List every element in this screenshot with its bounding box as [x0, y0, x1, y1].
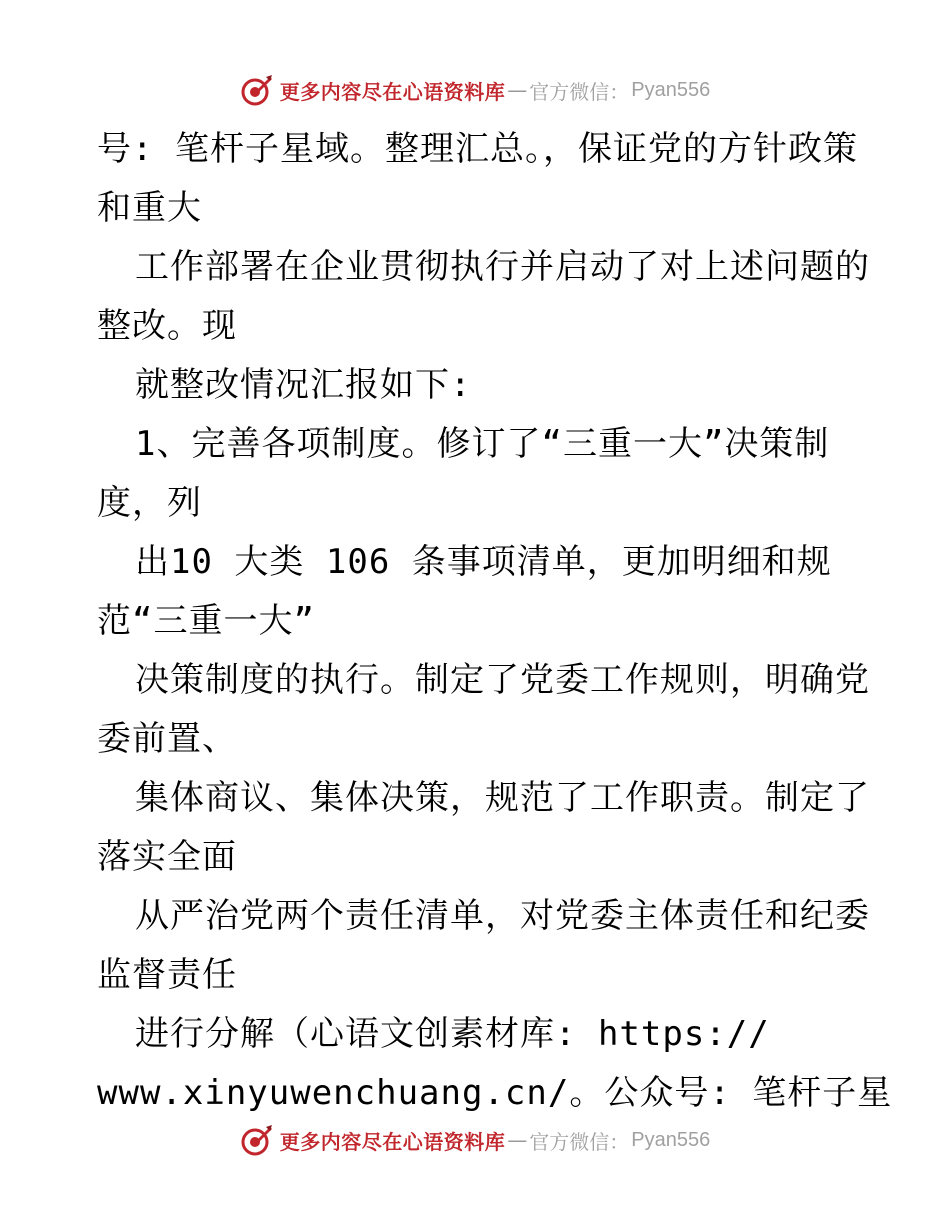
header-banner [0, 70, 950, 110]
pen-logo-icon [240, 1123, 274, 1157]
banner-wechat-id: Pyan556 [631, 1128, 711, 1151]
text-line: 度，列 [97, 483, 202, 523]
text-line: 进行分解（心语文创素材库: https:// [135, 1014, 770, 1054]
text-line: 落实全面 [97, 837, 237, 877]
banner-dash: — [507, 1128, 528, 1152]
text-line: www.xinyuwenchuang.cn/。公众号: 笔杆子星 [97, 1073, 893, 1113]
text-line: 集体商议、集体决策，规范了工作职责。制定了 [135, 778, 870, 818]
text-line: 就整改情况汇报如下: [135, 365, 472, 405]
banner-wechat-label: 官方微信： [529, 79, 630, 104]
text-line: 从严治党两个责任清单，对党委主体责任和纪委 [135, 896, 870, 936]
text-line: 范“三重一大” [97, 601, 315, 641]
text-line: 整改。现 [97, 306, 237, 346]
text-line: 号: 笔杆子星域。整理汇总。，保证党的方针政策 [97, 129, 858, 169]
banner-wechat-label: 官方微信： [529, 1129, 630, 1154]
text-line: 决策制度的执行。制定了党委工作规则，明确党 [135, 660, 870, 700]
text-line: 工作部署在企业贯彻执行并启动了对上述问题的 [135, 247, 870, 287]
banner-slogan: 更多内容尽在心语资料库 [279, 79, 506, 104]
document-body [97, 120, 893, 1123]
text-line: 和重大 [97, 188, 202, 228]
text-line: 1、完善各项制度。修订了“三重一大”决策制 [135, 424, 830, 464]
pen-logo-icon [240, 73, 274, 107]
banner-wechat-id: Pyan556 [631, 78, 711, 101]
text-line: 监督责任 [97, 955, 237, 995]
banner-dash: — [507, 78, 528, 102]
text-line: 出10 大类 106 条事项清单，更加明细和规 [135, 542, 832, 582]
text-line: 委前置、 [97, 719, 237, 759]
footer-banner [0, 1120, 950, 1160]
banner-slogan: 更多内容尽在心语资料库 [279, 1129, 506, 1154]
